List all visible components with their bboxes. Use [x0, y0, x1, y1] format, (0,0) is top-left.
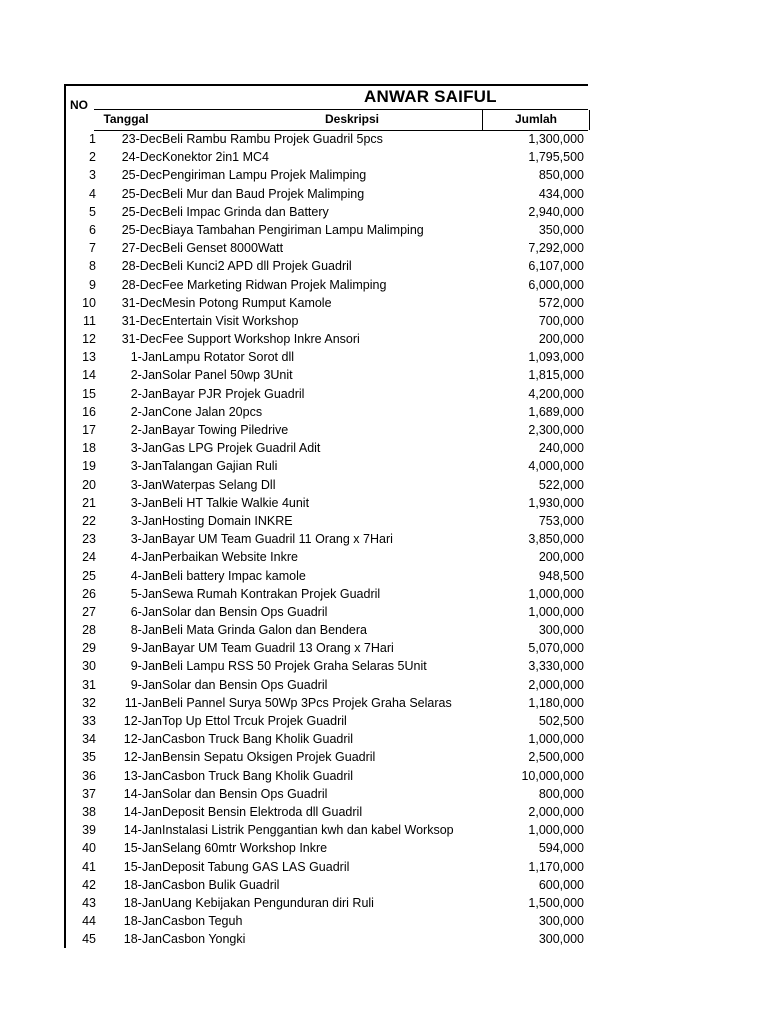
- table-row: [66, 294, 590, 312]
- row-tanggal: 2-Jan: [130, 368, 162, 383]
- row-tanggal: 11-Jan: [124, 695, 162, 710]
- row-tanggal: 4-Jan: [130, 550, 162, 565]
- row-deskripsi: Uang Kebijakan Pengunduran diri Ruli: [162, 895, 374, 910]
- row-tanggal: 2-Jan: [130, 423, 162, 437]
- row-deskripsi: Perbaikan Website Inkre: [162, 550, 298, 565]
- row-deskripsi: Casbon Yongki: [162, 932, 246, 947]
- table-row: [66, 312, 590, 330]
- table-row: [66, 858, 590, 876]
- row-no: 10: [82, 295, 96, 310]
- row-deskripsi: Bayar Towing Piledrive: [162, 423, 289, 437]
- table-row: [66, 657, 590, 675]
- row-no: 3: [89, 168, 96, 183]
- table-row: [66, 421, 590, 439]
- row-jumlah: 2,940,000: [528, 204, 584, 219]
- row-tanggal: 3-Jan: [130, 441, 162, 456]
- row-jumlah: 10,000,000: [521, 768, 584, 783]
- row-tanggal: 6-Jan: [130, 604, 162, 619]
- table-row: [66, 730, 590, 748]
- row-no: 45: [82, 932, 96, 947]
- row-tanggal: 25-Dec: [121, 204, 162, 219]
- row-deskripsi: Solar dan Bensin Ops Guadril: [162, 604, 328, 619]
- row-tanggal: 18-Jan: [123, 895, 162, 910]
- row-no: 27: [82, 604, 96, 619]
- row-tanggal: 31-Dec: [121, 332, 162, 347]
- row-no: 37: [82, 786, 96, 801]
- row-no: 24: [82, 550, 96, 565]
- row-deskripsi: Casbon Truck Bang Kholik Guadril: [162, 732, 354, 747]
- row-jumlah: 600,000: [538, 877, 584, 892]
- row-jumlah: 350,000: [538, 222, 584, 237]
- table-row: [66, 403, 590, 421]
- table-row: [66, 530, 590, 548]
- row-tanggal: 25-Dec: [121, 186, 162, 201]
- row-jumlah: 5,070,000: [528, 641, 584, 656]
- row-tanggal: 31-Dec: [121, 313, 162, 328]
- row-no: 13: [82, 350, 96, 365]
- table-row: [66, 512, 590, 530]
- row-jumlah: 522,000: [538, 477, 584, 492]
- row-tanggal: 3-Jan: [130, 513, 162, 528]
- row-jumlah: 1,795,500: [528, 150, 584, 165]
- row-tanggal: 12-Jan: [123, 750, 162, 765]
- row-tanggal: 12-Jan: [123, 714, 162, 728]
- row-jumlah: 300,000: [538, 623, 584, 638]
- row-jumlah: 200,000: [538, 550, 584, 565]
- row-jumlah: 800,000: [538, 786, 584, 801]
- header-top-border: [64, 84, 588, 86]
- row-no: 6: [89, 222, 96, 237]
- row-deskripsi: Instalasi Listrik Penggantian kwh dan kabel Worksop: [162, 823, 454, 838]
- row-tanggal: 15-Jan: [123, 841, 162, 856]
- row-deskripsi: Talangan Gajian Ruli: [162, 459, 278, 474]
- table-row: [66, 694, 590, 712]
- row-tanggal: 25-Dec: [121, 222, 162, 237]
- table-row: [66, 803, 590, 821]
- row-tanggal: 8-Jan: [130, 623, 162, 638]
- row-deskripsi: Bayar PJR Projek Guadril: [162, 386, 305, 401]
- table-row: [66, 439, 590, 457]
- table-row: [66, 567, 590, 585]
- row-tanggal: 25-Dec: [121, 168, 162, 183]
- table-row: [66, 585, 590, 603]
- row-jumlah: 572,000: [538, 295, 584, 310]
- row-no: 21: [82, 495, 96, 510]
- row-deskripsi: Casbon Bulik Guadril: [162, 877, 280, 892]
- table-row: [66, 457, 590, 475]
- row-no: 32: [82, 695, 96, 710]
- column-header-tanggal: Tanggal: [103, 112, 149, 126]
- row-deskripsi: Biaya Tambahan Pengiriman Lampu Malimping: [162, 222, 424, 237]
- table-row: [66, 366, 590, 384]
- table-row: [66, 166, 590, 184]
- row-deskripsi: Konektor 2in1 MC4: [162, 150, 270, 165]
- row-jumlah: 4,000,000: [528, 459, 584, 474]
- row-jumlah: 300,000: [538, 932, 584, 947]
- table-row: [66, 476, 590, 494]
- row-jumlah: 1,500,000: [528, 895, 584, 910]
- row-tanggal: 2-Jan: [130, 386, 162, 401]
- row-tanggal: 28-Dec: [121, 277, 162, 292]
- row-deskripsi: Gas LPG Projek Guadril Adit: [162, 441, 321, 456]
- row-jumlah: 700,000: [538, 313, 584, 328]
- row-deskripsi: Mesin Potong Rumput Kamole: [162, 295, 332, 310]
- row-jumlah: 434,000: [538, 186, 584, 201]
- row-jumlah: 594,000: [538, 841, 584, 856]
- row-tanggal: 4-Jan: [130, 568, 162, 583]
- row-jumlah: 1,689,000: [528, 404, 584, 419]
- table-row: [66, 203, 590, 221]
- row-no: 39: [82, 823, 96, 838]
- row-tanggal: 1-Jan: [130, 350, 162, 365]
- row-tanggal: 9-Jan: [130, 641, 162, 656]
- row-no: 15: [82, 386, 96, 401]
- row-tanggal: 15-Jan: [123, 859, 162, 874]
- row-deskripsi: Fee Marketing Ridwan Projek Malimping: [162, 277, 387, 292]
- table-row: [66, 785, 590, 803]
- row-jumlah: 2,500,000: [528, 750, 584, 765]
- row-jumlah: 240,000: [538, 441, 584, 456]
- column-header-jumlah: Jumlah: [482, 110, 590, 130]
- table-row: [66, 821, 590, 839]
- row-no: 26: [82, 586, 96, 601]
- row-jumlah: 6,000,000: [528, 277, 584, 292]
- row-deskripsi: Solar Panel 50wp 3Unit: [162, 368, 293, 383]
- row-tanggal: 28-Dec: [121, 259, 162, 274]
- row-deskripsi: Pengiriman Lampu Projek Malimping: [162, 168, 367, 183]
- table-row: [66, 930, 590, 948]
- row-no: 31: [82, 677, 96, 692]
- row-jumlah: 1,180,000: [528, 695, 584, 710]
- row-deskripsi: Top Up Ettol Trcuk Projek Guadril: [162, 714, 347, 728]
- row-tanggal: 3-Jan: [130, 459, 162, 474]
- row-no: 40: [82, 841, 96, 856]
- row-tanggal: 14-Jan: [123, 823, 162, 838]
- row-deskripsi: Beli Impac Grinda dan Battery: [162, 204, 329, 219]
- row-deskripsi: Deposit Tabung GAS LAS Guadril: [162, 859, 350, 874]
- row-tanggal: 3-Jan: [130, 495, 162, 510]
- row-jumlah: 1,300,000: [528, 132, 584, 146]
- row-tanggal: 9-Jan: [130, 659, 162, 674]
- table-row: [66, 767, 590, 785]
- row-jumlah: 1,930,000: [528, 495, 584, 510]
- row-no: 28: [82, 623, 96, 638]
- row-jumlah: 3,850,000: [528, 532, 584, 547]
- row-tanggal: 23-Dec: [121, 132, 162, 146]
- table-row: [66, 130, 590, 148]
- row-deskripsi: Solar dan Bensin Ops Guadril: [162, 677, 328, 692]
- row-deskripsi: Cone Jalan 20pcs: [162, 404, 263, 419]
- table-row: [66, 330, 590, 348]
- table-row: [66, 639, 590, 657]
- row-jumlah: 948,500: [538, 568, 584, 583]
- table-row: [66, 621, 590, 639]
- row-tanggal: 27-Dec: [121, 241, 162, 256]
- row-no: 8: [89, 259, 96, 274]
- row-jumlah: 6,107,000: [528, 259, 584, 274]
- row-no: 42: [82, 877, 96, 892]
- row-deskripsi: Bayar UM Team Guadril 13 Orang x 7Hari: [162, 641, 394, 656]
- row-deskripsi: Bayar UM Team Guadril 11 Orang x 7Hari: [162, 532, 393, 547]
- row-deskripsi: Beli Mur dan Baud Projek Malimping: [162, 186, 365, 201]
- row-deskripsi: Beli Mata Grinda Galon dan Bendera: [162, 623, 367, 638]
- row-no: 23: [82, 532, 96, 547]
- row-jumlah: 3,330,000: [528, 659, 584, 674]
- row-no: 2: [89, 150, 96, 165]
- row-jumlah: 1,000,000: [528, 604, 584, 619]
- row-jumlah: 300,000: [538, 914, 584, 929]
- table-row: [66, 494, 590, 512]
- row-tanggal: 2-Jan: [130, 404, 162, 419]
- row-no: 1: [89, 132, 96, 146]
- sheet-title: ANWAR SAIFUL: [364, 87, 497, 106]
- row-no: 7: [89, 241, 96, 256]
- row-tanggal: 3-Jan: [130, 477, 162, 492]
- row-tanggal: 13-Jan: [123, 768, 162, 783]
- row-jumlah: 7,292,000: [528, 241, 584, 256]
- row-no: 22: [82, 513, 96, 528]
- table-row: [66, 221, 590, 239]
- row-no: 5: [89, 204, 96, 219]
- row-tanggal: 5-Jan: [130, 586, 162, 601]
- row-jumlah: 1,000,000: [528, 732, 584, 747]
- row-no: 12: [82, 332, 96, 347]
- row-jumlah: 2,300,000: [528, 423, 584, 437]
- row-jumlah: 2,000,000: [528, 677, 584, 692]
- table-row: [66, 185, 590, 203]
- row-jumlah: 1,093,000: [528, 350, 584, 365]
- row-no: 14: [82, 368, 96, 383]
- row-deskripsi: Beli HT Talkie Walkie 4unit: [162, 495, 310, 510]
- row-no: 25: [82, 568, 96, 583]
- row-jumlah: 850,000: [538, 168, 584, 183]
- row-no: 44: [82, 914, 96, 929]
- row-no: 19: [82, 459, 96, 474]
- row-deskripsi: Beli Lampu RSS 50 Projek Graha Selaras 5Unit: [162, 659, 427, 674]
- table-row: [66, 676, 590, 694]
- row-deskripsi: Casbon Truck Bang Kholik Guadril: [162, 768, 354, 783]
- table-row: [66, 385, 590, 403]
- table-row: [66, 876, 590, 894]
- row-no: 4: [89, 186, 96, 201]
- table-row: [66, 239, 590, 257]
- row-deskripsi: Casbon Teguh: [162, 914, 243, 929]
- column-header-row: [94, 109, 588, 131]
- row-no: 38: [82, 804, 96, 819]
- row-no: 29: [82, 641, 96, 656]
- row-no: 11: [83, 313, 96, 328]
- row-jumlah: 200,000: [538, 332, 584, 347]
- row-deskripsi: Beli Pannel Surya 50Wp 3Pcs Projek Graha Selaras: [162, 695, 452, 710]
- row-no: 34: [82, 732, 96, 747]
- row-no: 17: [82, 423, 96, 437]
- table-row: [66, 348, 590, 366]
- table-row: [66, 603, 590, 621]
- row-jumlah: 1,815,000: [528, 368, 584, 383]
- header-left-border: [64, 84, 66, 130]
- row-tanggal: 14-Jan: [123, 804, 162, 819]
- row-no: 30: [82, 659, 96, 674]
- row-no: 43: [82, 895, 96, 910]
- row-tanggal: 18-Jan: [123, 932, 162, 947]
- row-tanggal: 14-Jan: [123, 786, 162, 801]
- row-no: 16: [82, 404, 96, 419]
- table-row: [66, 276, 590, 294]
- row-deskripsi: Beli battery Impac kamole: [162, 568, 306, 583]
- table-row: [66, 748, 590, 766]
- row-jumlah: 753,000: [538, 513, 584, 528]
- row-jumlah: 1,000,000: [528, 586, 584, 601]
- row-jumlah: 2,000,000: [528, 804, 584, 819]
- expense-sheet: [64, 84, 588, 947]
- row-deskripsi: Lampu Rotator Sorot dll: [162, 350, 295, 365]
- row-tanggal: 9-Jan: [130, 677, 162, 692]
- row-no: 18: [82, 441, 96, 456]
- row-tanggal: 3-Jan: [130, 532, 162, 547]
- row-jumlah: 4,200,000: [528, 386, 584, 401]
- table-row: [66, 894, 590, 912]
- row-deskripsi: Deposit Bensin Elektroda dll Guadril: [162, 804, 363, 819]
- row-deskripsi: Beli Genset 8000Watt: [162, 241, 284, 256]
- row-tanggal: 31-Dec: [121, 295, 162, 310]
- row-jumlah: 502,500: [538, 714, 584, 728]
- column-header-no: NO: [70, 98, 88, 112]
- row-tanggal: 18-Jan: [123, 914, 162, 929]
- table-header: [64, 84, 588, 130]
- row-deskripsi: Bensin Sepatu Oksigen Projek Guadril: [162, 750, 376, 765]
- row-jumlah: 1,170,000: [528, 859, 584, 874]
- row-deskripsi: Selang 60mtr Workshop Inkre: [162, 841, 328, 856]
- row-deskripsi: Fee Support Workshop Inkre Ansori: [162, 332, 360, 347]
- row-deskripsi: Entertain Visit Workshop: [162, 313, 299, 328]
- row-no: 33: [82, 714, 96, 728]
- table-row: [66, 257, 590, 275]
- row-jumlah: 1,000,000: [528, 823, 584, 838]
- row-deskripsi: Hosting Domain INKRE: [162, 513, 293, 528]
- row-no: 36: [82, 768, 96, 783]
- row-no: 41: [82, 859, 96, 874]
- table-row: [66, 839, 590, 857]
- table-row: [66, 712, 590, 730]
- row-no: 20: [82, 477, 96, 492]
- column-header-deskripsi: Deskripsi: [324, 112, 380, 126]
- row-tanggal: 12-Jan: [123, 732, 162, 747]
- table-body: [64, 130, 590, 948]
- row-deskripsi: Beli Kunci2 APD dll Projek Guadril: [162, 259, 352, 274]
- row-no: 9: [89, 277, 96, 292]
- row-deskripsi: Solar dan Bensin Ops Guadril: [162, 786, 328, 801]
- row-deskripsi: Waterpas Selang Dll: [162, 477, 276, 492]
- row-deskripsi: Beli Rambu Rambu Projek Guadril 5pcs: [162, 132, 383, 146]
- table-row: [66, 912, 590, 930]
- row-no: 35: [82, 750, 96, 765]
- row-deskripsi: Sewa Rumah Kontrakan Projek Guadril: [162, 586, 381, 601]
- row-tanggal: 24-Dec: [121, 150, 162, 165]
- table-row: [66, 148, 590, 166]
- row-tanggal: 18-Jan: [123, 877, 162, 892]
- table-row: [66, 548, 590, 566]
